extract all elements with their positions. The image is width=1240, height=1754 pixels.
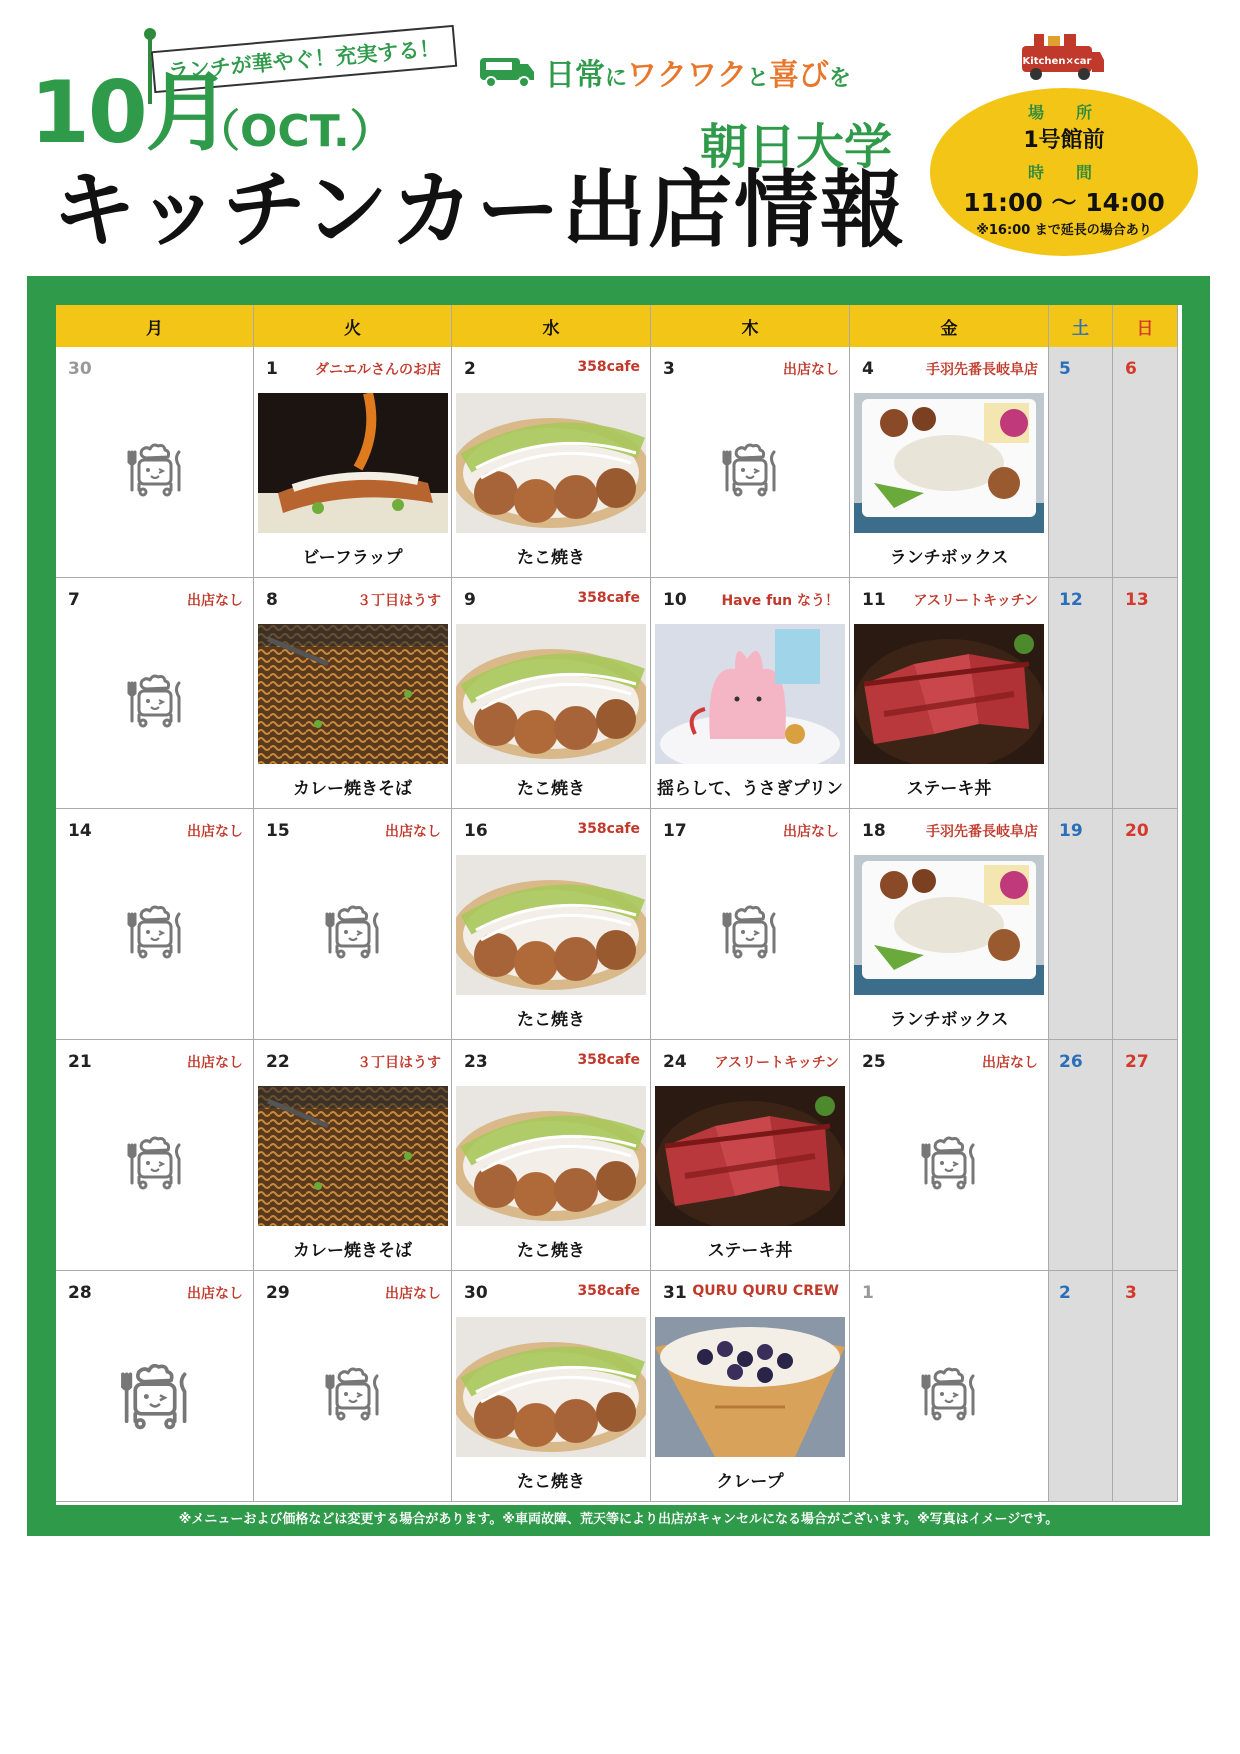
mascot-icon [125, 442, 185, 500]
day-cell [452, 1271, 651, 1502]
day-number: 31 [663, 1283, 687, 1303]
day-cell [1113, 809, 1178, 1040]
day-cell [254, 578, 452, 809]
food-photo-takoyaki [456, 624, 646, 764]
slogan-part: 日常 [545, 58, 605, 93]
weekday-header [56, 305, 1178, 347]
food-photo-steak [655, 1086, 845, 1226]
mascot-icon [720, 904, 780, 962]
day-cell [1049, 347, 1113, 578]
shop-name: 出店なし [187, 1055, 243, 1071]
day-cell [651, 1040, 850, 1271]
mascot-icon [919, 1135, 979, 1193]
header-banner: ランチが華やぐ！充実する！ [151, 25, 458, 93]
day-cell [850, 1040, 1049, 1271]
day-cell [56, 1271, 254, 1502]
food-photo-takoyaki [456, 1317, 646, 1457]
day-cell [254, 1040, 452, 1271]
day-number: 1 [266, 359, 278, 379]
flag-pole-top [144, 28, 156, 40]
shop-name: ３丁目はうす [357, 593, 441, 609]
shop-name: 出店なし [982, 1055, 1038, 1071]
menu-name: たこ焼き [517, 1010, 585, 1030]
day-cell [1049, 1271, 1113, 1502]
menu-name: カレー焼きそば [293, 1241, 412, 1261]
mascot-icon [323, 1366, 383, 1424]
day-cell [1049, 1040, 1113, 1271]
shop-name: 出店なし [783, 824, 839, 840]
time-value: 11:00 〜 14:00 [963, 188, 1165, 217]
day-number: 3 [663, 359, 675, 379]
day-number: 6 [1125, 359, 1137, 379]
food-photo-lunchbox [854, 393, 1044, 533]
menu-name: たこ焼き [517, 1472, 585, 1492]
day-number: 20 [1125, 821, 1149, 841]
slogan-part: 喜び [769, 58, 830, 93]
menu-name: カレー焼きそば [293, 779, 412, 799]
weekday-3: 木 [651, 305, 850, 347]
day-cell [850, 809, 1049, 1040]
food-photo-takoyaki [456, 393, 646, 533]
food-photo-takoyaki [456, 855, 646, 995]
day-number: 12 [1059, 590, 1083, 610]
day-cell [1113, 1040, 1178, 1271]
day-cell [254, 809, 452, 1040]
food-truck-icon [478, 54, 536, 88]
shop-name: 358cafe [577, 1283, 640, 1299]
shop-name: ３丁目はうす [357, 1055, 441, 1071]
shop-name: 358cafe [577, 821, 640, 837]
menu-name: ステーキ丼 [906, 779, 992, 799]
university-name: 朝日大学 [700, 119, 893, 175]
shop-name: 358cafe [577, 1052, 640, 1068]
day-number: 22 [266, 1052, 290, 1072]
page-title: キッチンカー出店情報 [52, 161, 907, 259]
day-number: 28 [68, 1283, 92, 1303]
info-box [930, 88, 1198, 256]
day-number: 2 [464, 359, 476, 379]
month-english: （OCT.） [196, 106, 394, 157]
day-number: 27 [1125, 1052, 1149, 1072]
day-number: 9 [464, 590, 476, 610]
shop-name: 出店なし [187, 824, 243, 840]
day-cell [56, 578, 254, 809]
mascot-icon [919, 1366, 979, 1424]
food-photo-yakisoba [258, 1086, 448, 1226]
shop-name: 出店なし [187, 1286, 243, 1302]
day-number: 21 [68, 1052, 92, 1072]
day-cell [452, 578, 651, 809]
day-cell [56, 809, 254, 1040]
food-photo-takoyaki [456, 1086, 646, 1226]
food-photo-pudding [655, 624, 845, 764]
slogan-part: と [747, 66, 770, 91]
day-number: 25 [862, 1052, 886, 1072]
day-cell [1113, 1271, 1178, 1502]
day-number: 30 [464, 1283, 488, 1303]
day-number: 8 [266, 590, 278, 610]
food-photo-wrap [258, 393, 448, 533]
day-cell [452, 347, 651, 578]
day-cell [1049, 578, 1113, 809]
day-cell [651, 1271, 850, 1502]
slogan-part: に [605, 66, 628, 91]
day-cell [254, 347, 452, 578]
weekday-2: 水 [452, 305, 651, 347]
day-number: 17 [663, 821, 687, 841]
menu-name: ランチボックス [889, 548, 1009, 568]
shop-name: QURU QURU CREW [692, 1283, 839, 1299]
menu-name: たこ焼き [517, 779, 585, 799]
weekday-0: 月 [56, 305, 254, 347]
day-number: 7 [68, 590, 80, 610]
shop-name: Have fun なう！ [721, 593, 839, 609]
place-label: 場 所 [1027, 103, 1100, 122]
day-number: 24 [663, 1052, 687, 1072]
food-photo-steak [854, 624, 1044, 764]
menu-name: ステーキ丼 [707, 1241, 793, 1261]
kitchen-car-logo [1020, 32, 1106, 82]
day-number: 5 [1059, 359, 1071, 379]
day-number: 30 [68, 359, 92, 379]
mascot-icon [323, 904, 383, 962]
food-photo-crepe [655, 1317, 845, 1457]
food-photo-yakisoba [258, 624, 448, 764]
slogan-part: ワクワク [627, 58, 748, 93]
shop-name: 出店なし [187, 593, 243, 609]
day-cell [1113, 578, 1178, 809]
day-number: 16 [464, 821, 488, 841]
day-number: 4 [862, 359, 874, 379]
shop-name: 出店なし [783, 362, 839, 378]
shop-name: 出店なし [385, 824, 441, 840]
weekday-6: 日 [1113, 305, 1178, 347]
day-cell [56, 347, 254, 578]
menu-name: クレープ [716, 1472, 784, 1492]
day-cell [850, 347, 1049, 578]
weekday-1: 火 [254, 305, 452, 347]
day-cell [651, 809, 850, 1040]
day-cell [56, 1040, 254, 1271]
menu-name: ビーフラップ [302, 548, 403, 568]
day-cell [452, 809, 651, 1040]
mascot-icon [125, 673, 185, 731]
day-cell [651, 347, 850, 578]
day-number: 2 [1059, 1283, 1071, 1303]
day-cell [850, 578, 1049, 809]
month-label: 10月 [30, 63, 230, 163]
slogan-part: を [829, 66, 852, 91]
time-label: 時 間 [1027, 163, 1100, 182]
day-number: 11 [862, 590, 886, 610]
shop-name: 手羽先番長岐阜店 [926, 362, 1038, 378]
shop-name: アスリートキッチン [913, 593, 1038, 609]
day-cell [1049, 809, 1113, 1040]
day-number: 3 [1125, 1283, 1137, 1303]
day-number: 15 [266, 821, 290, 841]
logo-text: Kitchen×car [1022, 56, 1092, 67]
weekday-4: 金 [850, 305, 1049, 347]
day-number: 10 [663, 590, 687, 610]
menu-name: たこ焼き [517, 1241, 585, 1261]
day-number: 18 [862, 821, 886, 841]
menu-name: 揺らして、うさぎプリン [657, 779, 843, 799]
mascot-icon [720, 442, 780, 500]
menu-name: ランチボックス [889, 1010, 1009, 1030]
place-value: 1号館前 [1023, 128, 1105, 153]
calendar [56, 305, 1182, 1505]
mascot-icon [125, 1135, 185, 1193]
day-number: 14 [68, 821, 92, 841]
shop-name: ダニエルさんのお店 [315, 362, 441, 378]
weekday-5: 土 [1049, 305, 1113, 347]
time-note: ※16:00 まで延長の場合あり [976, 223, 1152, 238]
day-number: 26 [1059, 1052, 1083, 1072]
menu-name: たこ焼き [517, 548, 585, 568]
day-number: 13 [1125, 590, 1149, 610]
day-number: 1 [862, 1283, 874, 1303]
shop-name: 358cafe [577, 359, 640, 375]
day-number: 23 [464, 1052, 488, 1072]
slogan [545, 50, 851, 94]
shop-name: 出店なし [385, 1286, 441, 1302]
food-photo-lunchbox [854, 855, 1044, 995]
day-cell [651, 578, 850, 809]
footer-note: ※メニューおよび価格などは変更する場合があります。※車両故障、荒天等により出店がキャンセルになる場合がございます。※写真はイメージです。 [178, 1512, 1059, 1527]
day-cell [254, 1271, 452, 1502]
day-cell [850, 1271, 1049, 1502]
day-number: 29 [266, 1283, 290, 1303]
shop-name: 358cafe [577, 590, 640, 606]
mascot-icon [118, 1362, 192, 1432]
day-number: 19 [1059, 821, 1083, 841]
shop-name: アスリートキッチン [714, 1055, 839, 1071]
day-cell [1113, 347, 1178, 578]
shop-name: 手羽先番長岐阜店 [926, 824, 1038, 840]
day-cell [452, 1040, 651, 1271]
mascot-icon [125, 904, 185, 962]
